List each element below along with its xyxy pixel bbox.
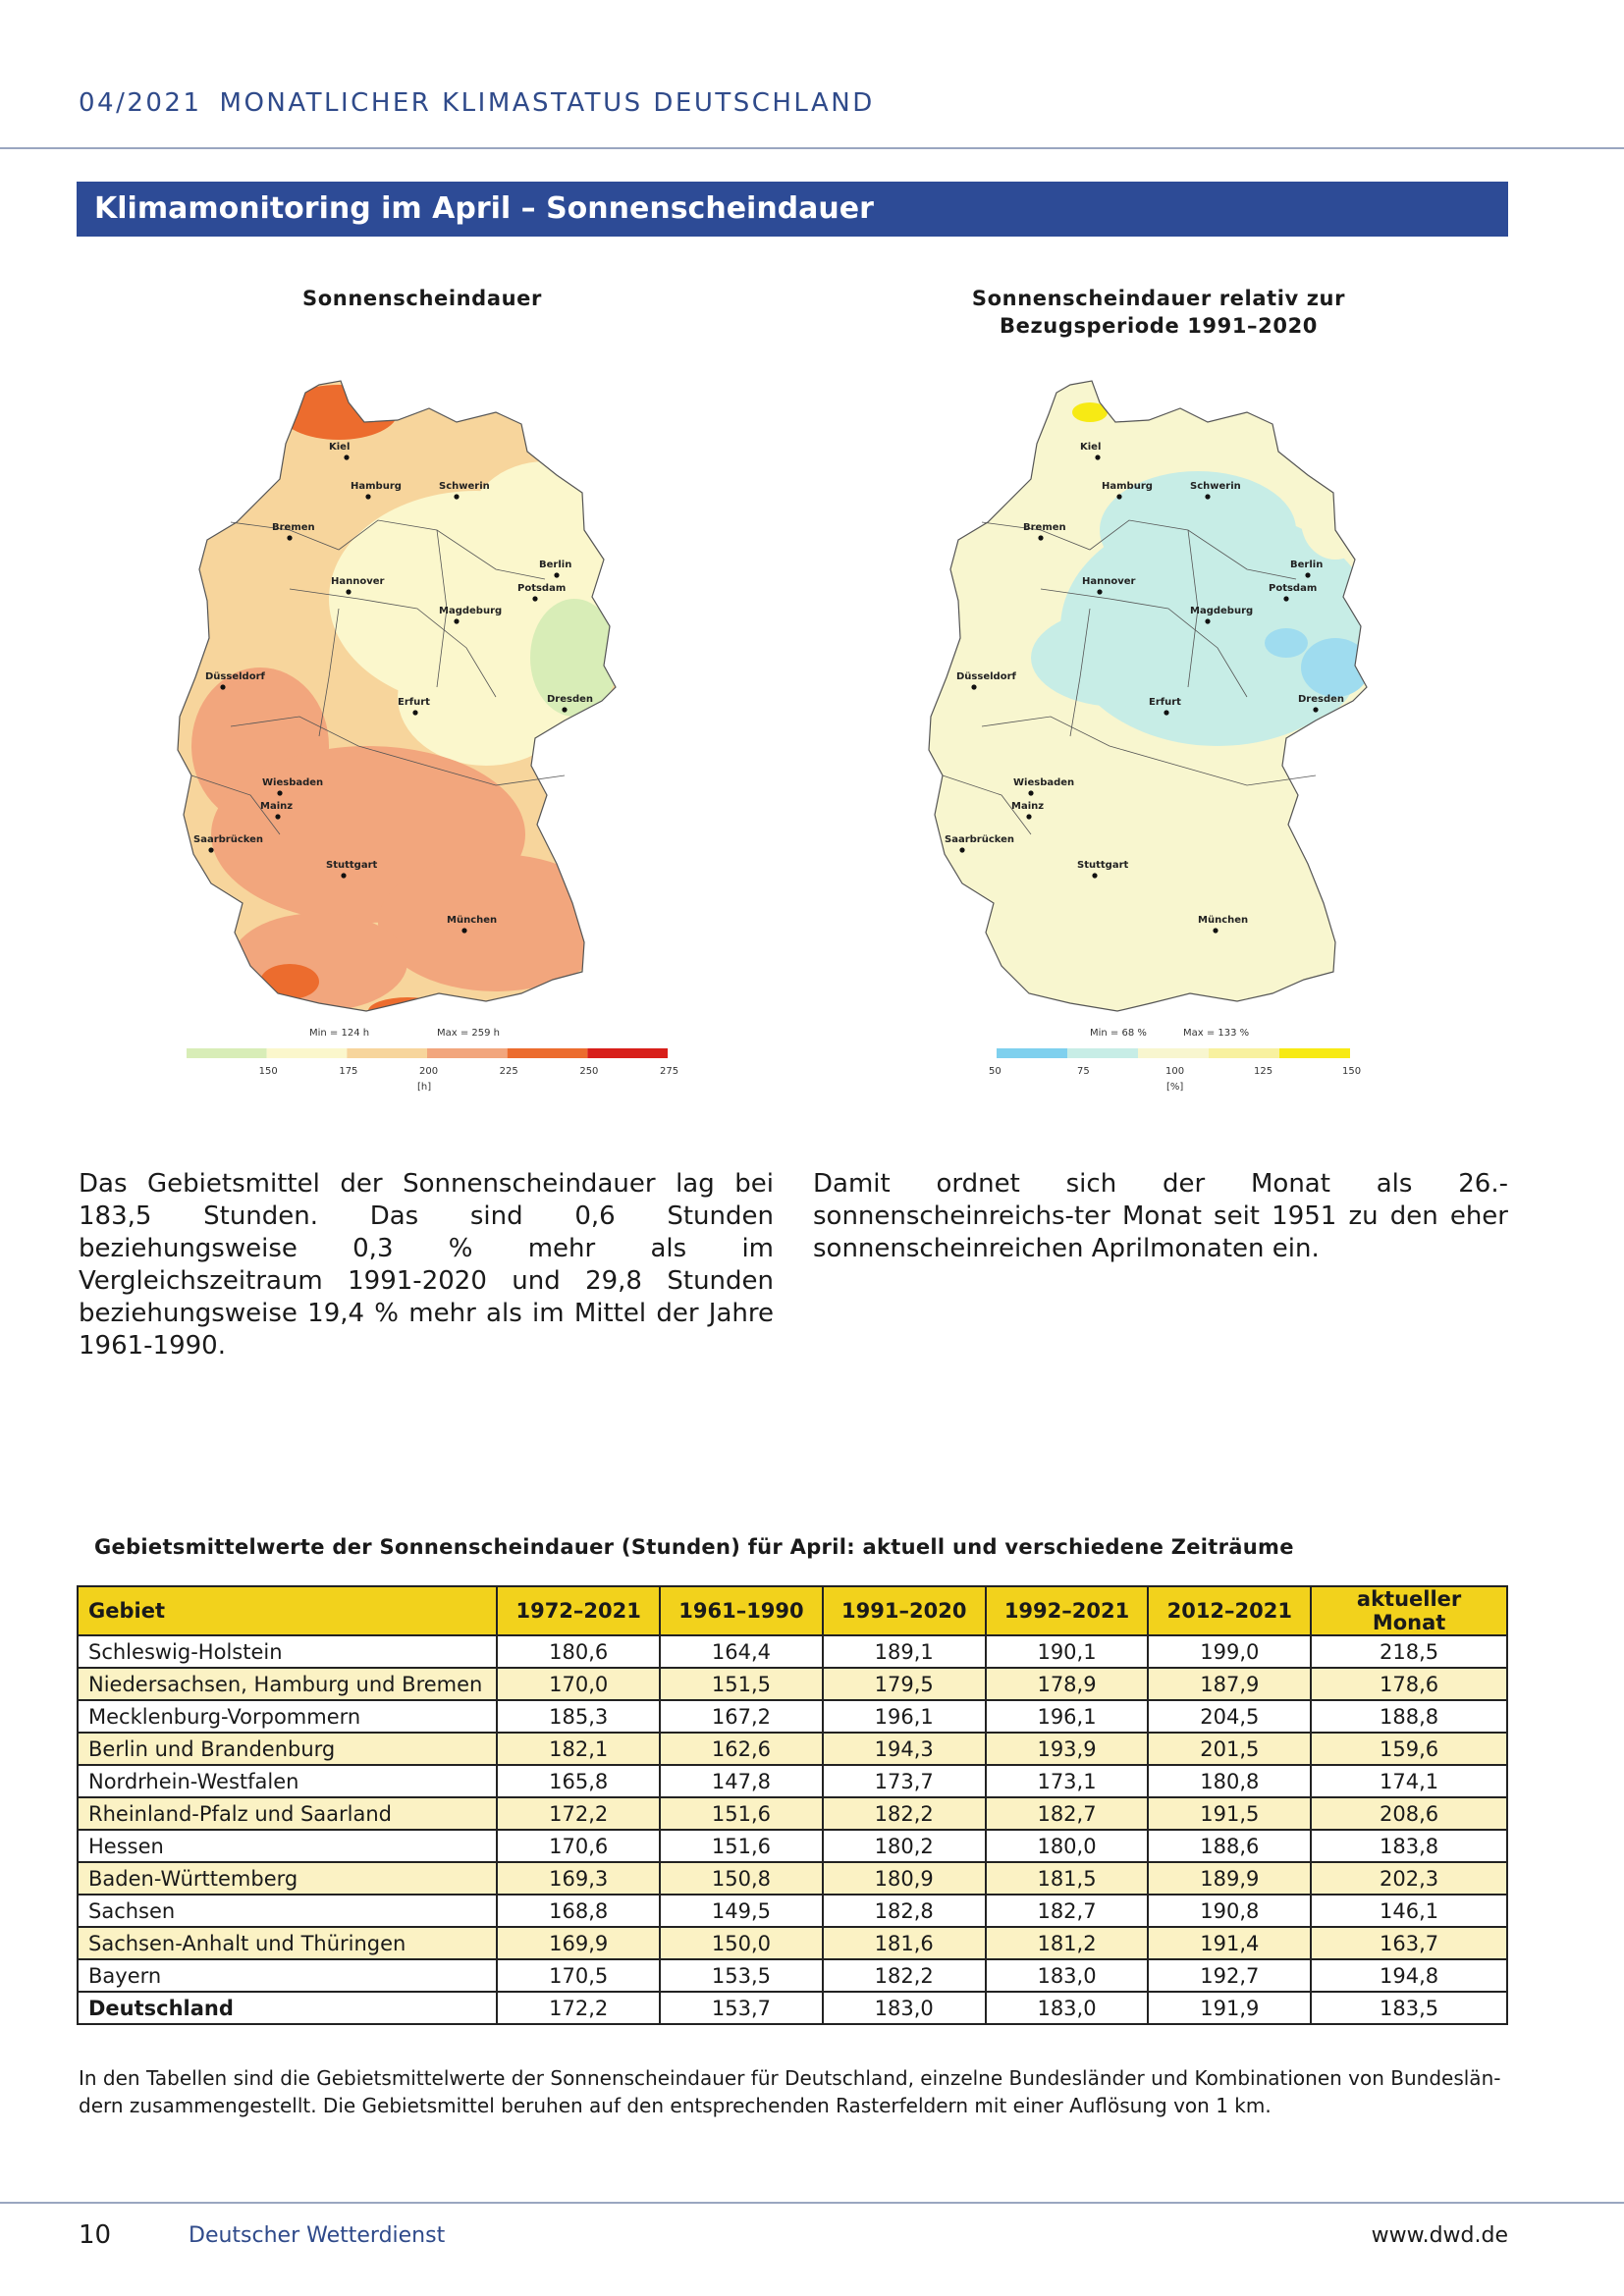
value-cell: 151,6 [660,1830,823,1862]
city-marker [554,572,559,577]
legend-swatch [997,1048,1067,1058]
legend-swatch [347,1048,427,1058]
city-marker [959,847,964,852]
city-label: München [447,915,498,926]
column-header: aktueller Monat [1311,1586,1507,1635]
min-label: Min = 124 h [309,1028,370,1039]
value-cell: 182,2 [823,1797,986,1830]
min-label: Min = 68 % [1090,1028,1147,1039]
value-cell: 170,5 [497,1959,660,1992]
legend-tick-label: 75 [1077,1066,1090,1077]
region-name: Baden-Württemberg [78,1862,497,1895]
city-marker [1213,928,1218,933]
value-cell: 178,6 [1311,1668,1507,1700]
city-label: Berlin [1290,560,1324,570]
value-cell: 179,5 [823,1668,986,1700]
value-cell: 170,6 [497,1830,660,1862]
city-label: Hamburg [1102,481,1153,492]
sunshine-table [77,1585,1508,2025]
city-marker [532,596,537,601]
issue-number: 04/2021 [79,88,202,118]
city-label: Wiesbaden [1013,777,1075,788]
city-marker [344,454,349,459]
value-cell: 151,6 [660,1797,823,1830]
table-row [78,1895,1507,1927]
legend-swatch [427,1048,508,1058]
section-title: Klimamonitoring im April – Sonnenscheindauer [77,182,1508,237]
value-cell: 170,0 [497,1668,660,1700]
value-cell: 190,1 [986,1635,1149,1668]
column-header: 1991–2020 [823,1586,986,1635]
value-cell: 192,7 [1148,1959,1311,1992]
value-cell: 159,6 [1311,1733,1507,1765]
city-label: Bremen [272,522,315,533]
legend-swatch [267,1048,348,1058]
value-cell: 149,5 [660,1895,823,1927]
value-cell: 187,9 [1148,1668,1311,1700]
city-label: Magdeburg [439,606,503,616]
value-cell: 218,5 [1311,1635,1507,1668]
city-label: Düsseldorf [205,671,265,682]
value-cell: 150,0 [660,1927,823,1959]
legend-tick-label: 200 [419,1066,439,1077]
value-cell: 191,9 [1148,1992,1311,2024]
value-cell: 191,5 [1148,1797,1311,1830]
region-name: Mecklenburg-Vorpommern [78,1700,497,1733]
value-cell: 182,1 [497,1733,660,1765]
value-cell: 182,7 [986,1895,1149,1927]
region-name: Deutschland [78,1992,497,2024]
column-header: 1961–1990 [660,1586,823,1635]
value-cell: 194,3 [823,1733,986,1765]
column-header: 1992–2021 [986,1586,1149,1635]
city-label: Saarbrücken [193,834,264,845]
value-cell: 188,8 [1311,1700,1507,1733]
city-label: Dresden [1298,694,1345,705]
city-label: Schwerin [1190,481,1241,492]
value-cell: 183,0 [986,1992,1149,2024]
value-cell: 178,9 [986,1668,1149,1700]
city-label: Berlin [539,560,572,570]
value-cell: 191,4 [1148,1927,1311,1959]
legend-tick-label: 50 [989,1066,1001,1077]
value-cell: 196,1 [823,1700,986,1733]
legend-tick-label: 225 [499,1066,518,1077]
legend-unit: [%] [1166,1082,1184,1093]
city-marker [277,790,282,795]
city-marker [1026,814,1031,819]
city-label: Schwerin [439,481,490,492]
legend-swatch [1279,1048,1350,1058]
footnote: In den Tabellen sind die Gebietsmittelwerte der Sonnenscheindauer für Deutschland, einzelne Bundesländer und Kombinationen von Bundeslän-dern zusammengestellt. Die Gebietsmittel beruhen auf den entsprechenden Rasterfeldern mit einer Auflösung von 1 km. [79,2066,1501,2117]
value-cell: 182,2 [823,1959,986,1992]
legend-swatch [587,1048,668,1058]
value-cell: 181,2 [986,1927,1149,1959]
city-marker [454,618,459,623]
city-marker [1283,596,1288,601]
value-cell: 172,2 [497,1797,660,1830]
value-cell: 174,1 [1311,1765,1507,1797]
city-marker [341,873,346,878]
legend-swatch [1138,1048,1209,1058]
legend-tick-label: 275 [660,1066,679,1077]
value-cell: 183,8 [1311,1830,1507,1862]
city-label: Hannover [1082,576,1136,587]
value-cell: 150,8 [660,1862,823,1895]
table-row [78,1635,1507,1668]
city-label: Hamburg [351,481,402,492]
city-marker [1313,707,1318,712]
value-cell: 169,9 [497,1927,660,1959]
region-name: Berlin und Brandenburg [78,1733,497,1765]
value-cell: 180,0 [986,1830,1149,1862]
legend-tick-label: 250 [579,1066,599,1077]
region-name: Sachsen-Anhalt und Thüringen [78,1927,497,1959]
value-cell: 165,8 [497,1765,660,1797]
city-marker [1205,494,1210,499]
table-row [78,1765,1507,1797]
city-marker [1116,494,1121,499]
table-row [78,1797,1507,1830]
value-cell: 147,8 [660,1765,823,1797]
city-marker [287,535,292,540]
value-cell: 189,1 [823,1635,986,1668]
legend-swatch [1067,1048,1138,1058]
publisher: Deutscher Wetterdienst [189,2223,446,2248]
city-marker [1305,572,1310,577]
page-number: 10 [79,2220,112,2250]
city-label: Stuttgart [1077,860,1129,871]
value-cell: 189,9 [1148,1862,1311,1895]
value-cell: 183,0 [823,1992,986,2024]
city-label: Mainz [260,801,294,812]
region-name: Niedersachsen, Hamburg und Bremen [78,1668,497,1700]
value-cell: 201,5 [1148,1733,1311,1765]
website-link[interactable]: www.dwd.de [1371,2223,1508,2248]
max-label: Max = 259 h [437,1028,501,1039]
legend-swatch [508,1048,588,1058]
value-cell: 146,1 [1311,1895,1507,1927]
value-cell: 162,6 [660,1733,823,1765]
city-label: Stuttgart [326,860,378,871]
map-title-relative: Sonnenscheindauer relativ zur Bezugsperiode 1991–2020 [971,287,1346,338]
region-name: Schleswig-Holstein [78,1635,497,1668]
value-cell: 181,6 [823,1927,986,1959]
value-cell: 153,7 [660,1992,823,2024]
region-name: Rheinland-Pfalz und Saarland [78,1797,497,1830]
value-cell: 208,6 [1311,1797,1507,1830]
region-name: Bayern [78,1959,497,1992]
city-marker [1092,873,1097,878]
report-title: MONATLICHER KLIMASTATUS DEUTSCHLAND [219,88,875,118]
table-row [78,1668,1507,1700]
value-cell: 172,2 [497,1992,660,2024]
legend-swatch [187,1048,267,1058]
paragraph-left: Das Gebietsmittel der Sonnenscheindauer lag bei 183,5 Stunden. Das sind 0,6 Stunden beziehungsweise 0,3 % mehr als im Vergleichszeitraum 1991-2020 und 29,8 Stunden beziehungsweise 19,4 % mehr als im Mittel der Jahre 1961-1990. [79,1169,774,1361]
city-label: Potsdam [1269,583,1318,594]
city-label: Magdeburg [1190,606,1254,616]
legend-tick-label: 150 [1342,1066,1362,1077]
value-cell: 202,3 [1311,1862,1507,1895]
value-cell: 164,4 [660,1635,823,1668]
city-marker [346,589,351,594]
value-cell: 185,3 [497,1700,660,1733]
city-marker [220,684,225,689]
value-cell: 180,2 [823,1830,986,1862]
value-cell: 168,8 [497,1895,660,1927]
value-cell: 167,2 [660,1700,823,1733]
table-row [78,1830,1507,1862]
value-cell: 173,1 [986,1765,1149,1797]
value-cell: 183,0 [986,1959,1149,1992]
city-marker [454,494,459,499]
value-cell: 194,8 [1311,1959,1507,1992]
city-label: Bremen [1023,522,1066,533]
legend-tick-label: 125 [1254,1066,1273,1077]
footer-divider [0,2202,1624,2204]
value-cell: 182,8 [823,1895,986,1927]
city-label: Düsseldorf [956,671,1016,682]
value-cell: 180,6 [497,1635,660,1668]
city-label: Erfurt [398,697,430,708]
table-row [78,1733,1507,1765]
value-cell: 182,7 [986,1797,1149,1830]
city-marker [562,707,567,712]
page-header [79,88,875,118]
city-marker [1038,535,1043,540]
value-cell: 163,7 [1311,1927,1507,1959]
max-label: Max = 133 % [1183,1028,1250,1039]
value-cell: 196,1 [986,1700,1149,1733]
color-legend [989,1048,1361,1093]
legend-tick-label: 100 [1165,1066,1185,1077]
value-cell: 173,7 [823,1765,986,1797]
city-label: Dresden [547,694,594,705]
city-marker [461,928,466,933]
city-marker [1095,454,1100,459]
table-row [78,1992,1507,2024]
value-cell: 151,5 [660,1668,823,1700]
city-marker [412,710,417,715]
city-label: Potsdam [517,583,567,594]
city-label: Kiel [1080,442,1102,453]
city-label: Wiesbaden [262,777,324,788]
value-cell: 181,5 [986,1862,1149,1895]
legend-tick-label: 150 [258,1066,278,1077]
table-row [78,1862,1507,1895]
table-row [78,1927,1507,1959]
city-label: Erfurt [1149,697,1181,708]
value-cell: 190,8 [1148,1895,1311,1927]
city-marker [971,684,976,689]
city-marker [1097,589,1102,594]
table-row [78,1700,1507,1733]
legend-swatch [1209,1048,1279,1058]
city-label: Saarbrücken [945,834,1015,845]
relative-sunshine-map [923,373,1434,1099]
paragraph-right: Damit ordnet sich der Monat als 26.-sonnenscheinreichs-ter Monat seit 1951 zu den eher sonnenscheinreichen Aprilmonaten ein. [813,1169,1508,1263]
city-label: Hannover [331,576,385,587]
city-marker [1205,618,1210,623]
city-label: München [1198,915,1249,926]
value-cell: 153,5 [660,1959,823,1992]
sunshine-duration-map [172,373,682,1099]
city-marker [365,494,370,499]
city-label: Kiel [329,442,351,453]
value-cell: 180,9 [823,1862,986,1895]
city-label: Mainz [1011,801,1045,812]
column-header-region: Gebiet [78,1586,497,1635]
value-cell: 193,9 [986,1733,1149,1765]
value-cell: 204,5 [1148,1700,1311,1733]
column-header: 1972–2021 [497,1586,660,1635]
map-title-sunshine: Sonnenscheindauer [302,287,542,310]
header-divider [0,147,1624,149]
value-cell: 180,8 [1148,1765,1311,1797]
region-name: Sachsen [78,1895,497,1927]
table-row [78,1959,1507,1992]
value-cell: 183,5 [1311,1992,1507,2024]
city-marker [1028,790,1033,795]
table-caption: Gebietsmittelwerte der Sonnenscheindauer (Stunden) für April: aktuell und verschiedene Zeiträume [94,1535,1294,1559]
region-name: Nordrhein-Westfalen [78,1765,497,1797]
city-marker [208,847,213,852]
region-name: Hessen [78,1830,497,1862]
legend-tick-label: 175 [339,1066,358,1077]
color-legend [187,1048,678,1093]
city-marker [275,814,280,819]
legend-unit: [h] [417,1082,432,1093]
column-header: 2012–2021 [1148,1586,1311,1635]
value-cell: 169,3 [497,1862,660,1895]
value-cell: 188,6 [1148,1830,1311,1862]
value-cell: 199,0 [1148,1635,1311,1668]
city-marker [1164,710,1168,715]
